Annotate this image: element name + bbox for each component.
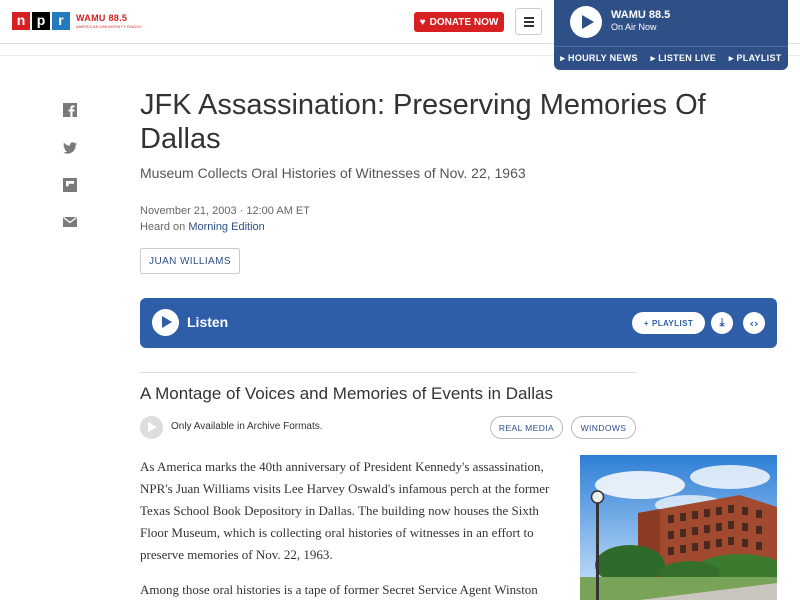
byline-button[interactable]: JUAN WILLIAMS	[140, 248, 240, 274]
email-icon[interactable]	[62, 214, 78, 230]
facebook-icon[interactable]	[62, 102, 78, 118]
player-link-playlist[interactable]: ▸ PLAYLIST	[728, 53, 782, 63]
logo-letter-p: p	[32, 12, 50, 30]
real-media-button[interactable]: REAL MEDIA	[490, 416, 563, 439]
heard-on	[140, 221, 265, 233]
playlist-label: PLAYLIST	[651, 318, 694, 328]
station-player	[554, 0, 788, 70]
player-station: WAMU 88.5	[611, 9, 671, 21]
listen-label: Listen	[187, 314, 229, 330]
hamburger-icon-bar	[524, 25, 534, 27]
logo-letter-r: r	[52, 12, 70, 30]
program-link[interactable]: Morning Edition	[188, 221, 265, 233]
player-link-label: PLAYLIST	[736, 53, 782, 63]
hamburger-icon-bar	[524, 21, 534, 23]
archive-text: Only Available in Archive Formats.	[171, 421, 323, 432]
player-link-hourly-news[interactable]: ▸ HOURLY NEWS	[560, 53, 638, 63]
player-link-label: HOURLY NEWS	[568, 53, 638, 63]
hamburger-icon-bar	[524, 17, 534, 19]
heard-on-prefix: Heard on	[140, 221, 189, 233]
logo-letter-n: n	[12, 12, 30, 30]
donate-label: DONATE NOW	[429, 16, 499, 28]
npr-logo[interactable]	[12, 12, 70, 30]
archive-play-button[interactable]	[140, 416, 163, 439]
article-body	[140, 456, 560, 614]
twitter-icon[interactable]	[62, 140, 78, 156]
heart-icon: ♥	[419, 16, 426, 28]
flipboard-icon[interactable]	[62, 177, 78, 193]
book-depository-photo[interactable]	[580, 455, 777, 600]
player-play-button[interactable]	[570, 6, 602, 38]
listen-bar	[140, 298, 777, 348]
listen-play-button[interactable]	[152, 309, 179, 336]
article-paragraph: Among those oral histories is a tape of former Secret Service Agent Winston	[140, 582, 538, 597]
add-to-playlist-button[interactable]	[632, 312, 705, 334]
plus-icon: +	[643, 318, 649, 328]
embed-icon[interactable]: ‹›	[743, 312, 765, 334]
station-logo[interactable]	[76, 13, 141, 29]
article-date: November 21, 2003 · 12:00 AM ET	[140, 205, 310, 217]
download-icon[interactable]: ⤓	[711, 312, 733, 334]
section-divider	[140, 372, 636, 373]
section-heading: A Montage of Voices and Memories of Events in Dallas	[140, 384, 553, 403]
page-title: JFK Assassination: Preserving Memories Of Dallas	[140, 89, 706, 155]
player-link-listen-live[interactable]: ▸ LISTEN LIVE	[650, 53, 717, 63]
station-tagline: AMERICAN UNIVERSITY RADIO	[76, 24, 141, 29]
donate-button[interactable]	[414, 12, 504, 32]
article-paragraph: As America marks the 40th anniversary of President Kennedy's assassination, NPR's Juan Williams visits Lee Harvey Oswald's infamous perch at the former Texas School Book Depository in Dallas. The building now houses the Sixth Floor Museum, which is collecting oral histories of witnesses in an effort to preserve memories of Nov. 22, 1963.	[140, 459, 550, 562]
article-subtitle: Museum Collects Oral Histories of Witnesses of Nov. 22, 1963	[140, 165, 526, 181]
station-name: WAMU 88.5	[76, 13, 128, 23]
player-link-label: LISTEN LIVE	[658, 53, 717, 63]
player-status: On Air Now	[611, 22, 657, 32]
player-links	[554, 46, 788, 70]
menu-button[interactable]	[515, 8, 542, 35]
windows-button[interactable]: WINDOWS	[571, 416, 636, 439]
